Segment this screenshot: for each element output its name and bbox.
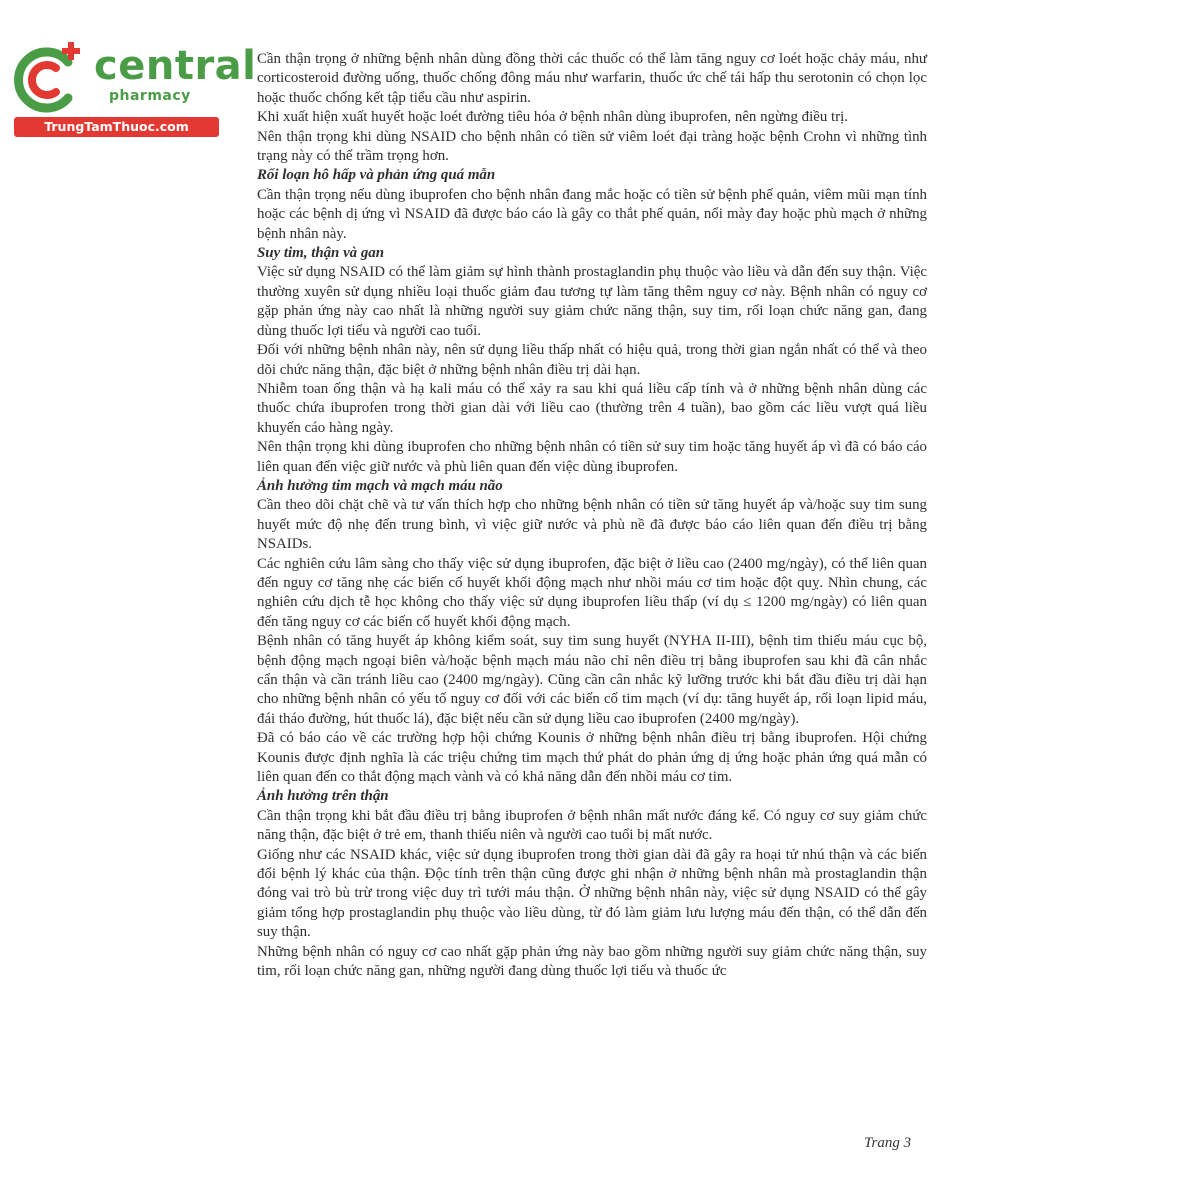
paragraph: Cần thận trọng nếu dùng ibuprofen cho bệnh nhân đang mắc hoặc có tiền sử bệnh phế quản, viêm mũi mạn tính hoặc các bệnh dị ứng vì NSAID đã được báo cáo là gây co thắt phế quản, nổi mày đay hoặc phù mạch ở những bệnh nhân này. — [257, 186, 927, 242]
paragraph: Việc sử dụng NSAID có thể làm giảm sự hình thành prostaglandin phụ thuộc vào liều và dẫn đến suy thận. Việc thường xuyên sử dụng nhiều loại thuốc giảm đau tương tự làm tăng thêm nguy cơ này. Bệnh nhân có nguy cơ gặp phản ứng này cao nhất là những người suy giảm chức năng thận, suy tim, rối loạn chức năng gan, đang dùng thuốc lợi tiểu và người cao tuổi. — [257, 264, 927, 339]
paragraph: Khi xuất hiện xuất huyết hoặc loét đường tiêu hóa ở bệnh nhân dùng ibuprofen, nên ngừng điều trị. — [257, 109, 848, 126]
paragraph: Đã có báo cáo về các trường hợp hội chứng Kounis ở những bệnh nhân điều trị bằng ibuprofen. Hội chứng Kounis được định nghĩa là các triệu chứng tim mạch thứ phát do phản ứng dị ứng hoặc phản ứng quá mẫn có liên quan đến co thắt động mạch vành và có khả năng dẫn đến nhồi máu cơ tim. — [257, 730, 927, 786]
brand-url[interactable]: TrungTamThuoc.com — [14, 117, 219, 137]
section-heading: Ảnh hưởng trên thận — [257, 788, 389, 805]
paragraph: Bệnh nhân có tăng huyết áp không kiểm soát, suy tim sung huyết (NYHA II-III), bệnh tim thiếu máu cục bộ, bệnh động mạch ngoại biên và/hoặc bệnh mạch máu não chỉ nên điều trị bằng ibuprofen sau khi đã cân nhắc cẩn thận và cần tránh liều cao (2400 mg/ngày). Cũng cần cân nhắc kỹ lưỡng trước khi bắt đầu điều trị dài hạn cho những bệnh nhân có yếu tố nguy cơ đối với các biến cố tim mạch (ví dụ: tăng huyết áp, rối loạn lipid máu, đái tháo đường, hút thuốc lá), đặc biệt nếu cần sử dụng liều cao ibuprofen (2400 mg/ngày). — [257, 633, 927, 727]
section-heading: Ảnh hưởng tim mạch và mạch máu não — [257, 477, 503, 494]
paragraph: Nhiễm toan ống thận và hạ kali máu có thể xảy ra sau khi quá liều cấp tính và ở những bệnh nhân dùng các thuốc chứa ibuprofen trong thời gian dài với liều cao (thường trên 4 tuần), bao gồm các liều vượt quá liều khuyến cáo hàng ngày. — [257, 380, 927, 436]
central-pharmacy-logo-icon — [10, 38, 90, 118]
brand-name: central — [94, 43, 257, 89]
paragraph: Nên thận trọng khi dùng NSAID cho bệnh nhân có tiền sử viêm loét đại tràng hoặc bệnh Crohn vì những tình trạng này có thể trầm trọng hơn. — [257, 128, 927, 165]
brand-subtitle: pharmacy — [109, 88, 191, 104]
document-body — [257, 50, 927, 982]
section-heading: Rối loạn hô hấp và phản ứng quá mẫn — [257, 167, 496, 184]
paragraph: Giống như các NSAID khác, việc sử dụng ibuprofen trong thời gian dài đã gây ra hoại tử nhú thận và các biến đổi bệnh lý khác của thận. Độc tính trên thận cũng được ghi nhận ở những bệnh nhân mà prostaglandin thận đóng vai trò bù trừ trong việc duy trì tưới máu thận. Ở những bệnh nhân này, việc sử dụng NSAID có thể gây giảm tổng hợp prostaglandin phụ thuộc vào liều dùng, từ đó làm giảm lưu lượng máu đến thận, có thể dẫn đến suy thận. — [257, 846, 927, 941]
paragraph: Những bệnh nhân có nguy cơ cao nhất gặp phản ứng này bao gồm những người suy giảm chức năng thận, suy tim, rối loạn chức năng gan, những người đang dùng thuốc lợi tiểu và thuốc ức — [257, 943, 927, 980]
paragraph: Cần thận trọng khi bắt đầu điều trị bằng ibuprofen ở bệnh nhân mất nước đáng kể. Có nguy cơ suy giảm chức năng thận, đặc biệt ở trẻ em, thanh thiếu niên và người cao tuổi bị mất nước. — [257, 807, 927, 844]
paragraph: Đối với những bệnh nhân này, nên sử dụng liều thấp nhất có hiệu quả, trong thời gian ngắn nhất có thể và theo dõi chức năng thận, đặc biệt ở những bệnh nhân điều trị dài hạn. — [257, 342, 927, 378]
page-number: Trang 3 — [864, 1135, 912, 1151]
paragraph: Cần theo dõi chặt chẽ và tư vấn thích hợp cho những bệnh nhân có tiền sử tăng huyết áp và/hoặc suy tim sung huyết mức độ nhẹ đến trung bình, vì việc giữ nước và phù nề đã được báo cáo liên quan đến điều trị bằng NSAIDs. — [257, 497, 927, 553]
paragraph: Cần thận trọng ở những bệnh nhân dùng đồng thời các thuốc có thể làm tăng nguy cơ loét hoặc chảy máu, như corticosteroid đường uống, thuốc chống đông máu như warfarin, thuốc ức chế tái hấp thu serotonin có chọn lọc hoặc thuốc chống kết tập tiểu cầu như aspirin. — [257, 51, 927, 106]
section-heading: Suy tim, thận và gan — [257, 245, 385, 262]
paragraph: Nên thận trọng khi dùng ibuprofen cho những bệnh nhân có tiền sử suy tim hoặc tăng huyết áp vì đã có báo cáo liên quan đến việc giữ nước và phù liên quan đến việc dùng ibuprofen. — [257, 439, 927, 475]
brand-logo[interactable] — [10, 38, 257, 138]
paragraph: Các nghiên cứu lâm sàng cho thấy việc sử dụng ibuprofen, đặc biệt ở liều cao (2400 mg/ngày), có thể liên quan đến nguy cơ tăng nhẹ các biến cố huyết khối động mạch như nhồi máu cơ tim hoặc đột quỵ. Nhìn chung, các nghiên cứu dịch tễ học không cho thấy việc sử dụng ibuprofen liều thấp (ví dụ ≤ 1200 mg/ngày) có liên quan đến tăng nguy cơ các biến cố huyết khối động mạch. — [257, 555, 927, 630]
